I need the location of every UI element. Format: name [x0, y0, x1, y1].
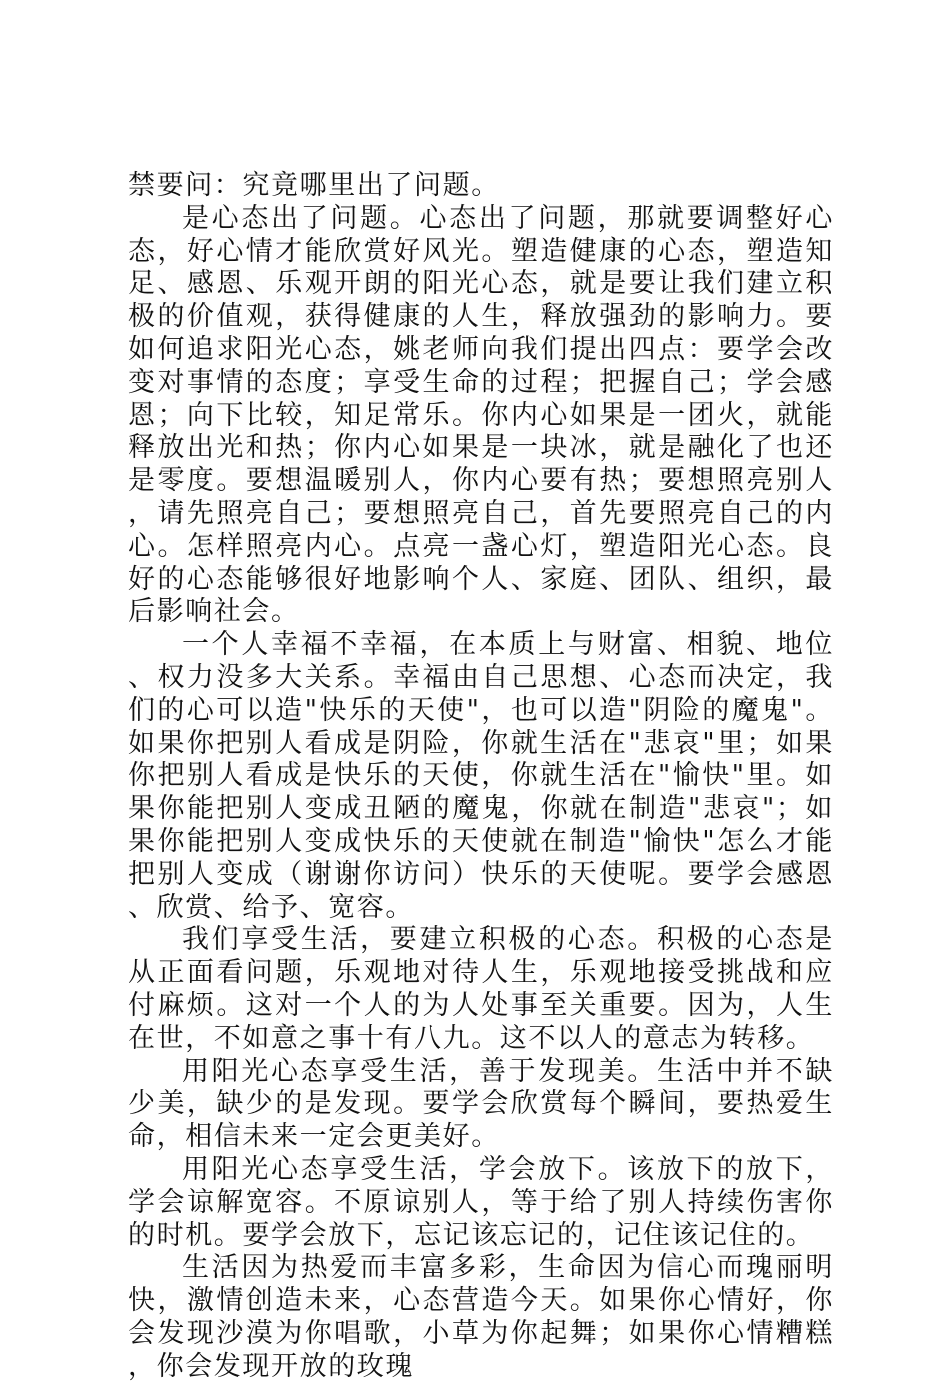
paragraph-positive-attitude: 我们享受生活，要建立积极的心态。积极的心态是从正面看问题，乐观地对待人生，乐观地接受挑战和应付麻烦。这对一个人的为人处事至关重要。因为，人生在世，不如意之事十有八九。这不以人的意志为转移。 — [128, 924, 834, 1054]
document-page — [128, 170, 834, 1383]
paragraph-sunny-mindset: 是心态出了问题。心态出了问题，那就要调整好心态，好心情才能欣赏好风光。塑造健康的心态，塑造知足、感恩、乐观开朗的阳光心态，就是要让我们建立积极的价值观，获得健康的人生，释放强劲的影响力。要如何追求阳光心态，姚老师向我们提出四点：要学会改变对事情的态度；享受生命的过程；把握自己；学会感恩；向下比较，知足常乐。你内心如果是一团火，就能释放出光和热；你内心如果是一块冰，就是融化了也还是零度。要想温暖别人，你内心要有热；要想照亮别人，请先照亮自己；要想照亮自己，首先要照亮自己的内心。怎样照亮内心。点亮一盏心灯，塑造阳光心态。良好的心态能够很好地影响个人、家庭、团队、组织，最后影响社会。 — [128, 202, 834, 628]
paragraph-passion: 生活因为热爱而丰富多彩，生命因为信心而瑰丽明快，激情创造未来，心态营造今天。如果你心情好，你会发现沙漠为你唱歌，小草为你起舞；如果你心情糟糕，你会发现开放的玫瑰 — [128, 1252, 834, 1382]
paragraph-discover-beauty: 用阳光心态享受生活，善于发现美。生活中并不缺少美，缺少的是发现。要学会欣赏每个瞬间，要热爱生命，相信未来一定会更美好。 — [128, 1055, 834, 1153]
paragraph-let-go: 用阳光心态享受生活，学会放下。该放下的放下，学会谅解宽容。不原谅别人，等于给了别人持续伤害你的时机。要学会放下，忘记该忘记的，记住该记住的。 — [128, 1153, 834, 1251]
paragraph-continuation: 禁要问：究竟哪里出了问题。 — [128, 170, 500, 201]
paragraph-happiness: 一个人幸福不幸福，在本质上与财富、相貌、地位、权力没多大关系。幸福由自己思想、心态而决定，我们的心可以造"快乐的天使"，也可以造"阴险的魔鬼"。如果你把别人看成是阴险，你就生活在"悲哀"里；如果你把别人看成是快乐的天使，你就生活在"愉快"里。如果你能把别人变成丑陋的魔鬼，你就在制造"悲哀"；如果你能把别人变成快乐的天使就在制造"愉快"怎么才能把别人变成（谢谢你访问）快乐的天使呢。要学会感恩、欣赏、给予、宽容。 — [128, 629, 834, 923]
